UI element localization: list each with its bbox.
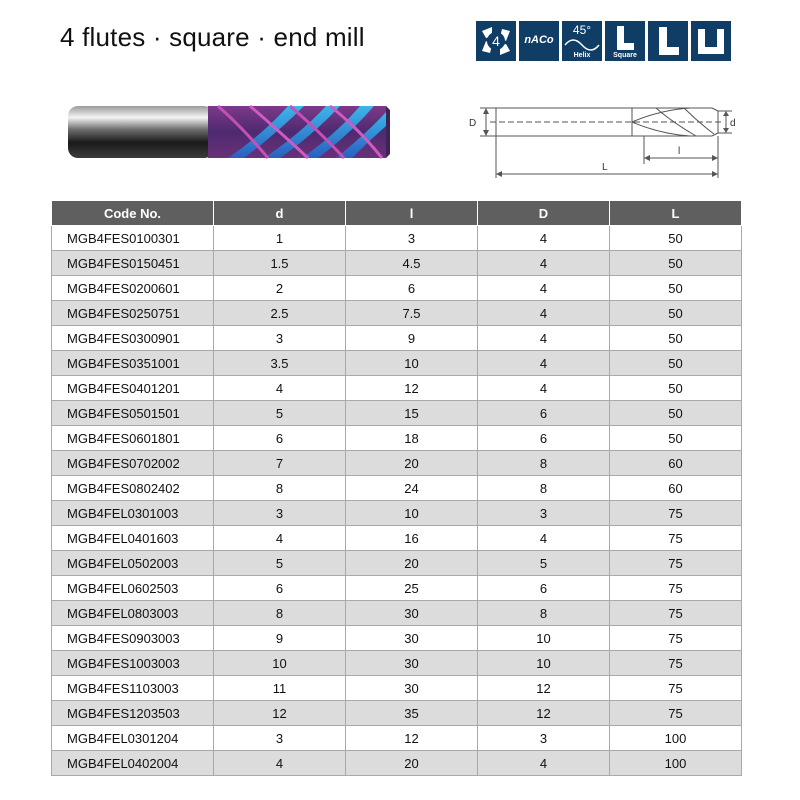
cell-L: 50 [610, 401, 742, 426]
cell-l: 30 [346, 676, 478, 701]
cell-L: 50 [610, 376, 742, 401]
helix-angle: 45° [572, 23, 592, 37]
cell-d: 8 [214, 601, 346, 626]
cell-code: MGB4FES0601801 [52, 426, 214, 451]
cell-d: 12 [214, 701, 346, 726]
cell-d: 8 [214, 476, 346, 501]
cell-D: 6 [478, 401, 610, 426]
cell-code: MGB4FES1203503 [52, 701, 214, 726]
cell-d: 9 [214, 626, 346, 651]
cell-d: 1 [214, 226, 346, 251]
cell-l: 7.5 [346, 301, 478, 326]
table-row [52, 351, 742, 376]
cell-code: MGB4FEL0301003 [52, 501, 214, 526]
cell-D: 3 [478, 726, 610, 751]
cell-D: 4 [478, 751, 610, 776]
cell-l: 35 [346, 701, 478, 726]
cell-l: 30 [346, 626, 478, 651]
cell-code: MGB4FEL0401603 [52, 526, 214, 551]
cell-code: MGB4FES0200601 [52, 276, 214, 301]
cell-L: 75 [610, 501, 742, 526]
cell-L: 50 [610, 276, 742, 301]
flute-count: 4 [492, 33, 500, 49]
table-row [52, 376, 742, 401]
cell-l: 10 [346, 351, 478, 376]
dimension-drawing [460, 96, 760, 191]
dim-D-label: D [469, 118, 477, 129]
cell-L: 75 [610, 701, 742, 726]
table-row [52, 526, 742, 551]
cell-d: 2 [214, 276, 346, 301]
col-header-L: L [610, 201, 742, 226]
cell-L: 50 [610, 251, 742, 276]
cell-D: 3 [478, 501, 610, 526]
dim-l-label: l [678, 146, 681, 157]
table-row [52, 626, 742, 651]
cell-d: 5 [214, 401, 346, 426]
cell-d: 3 [214, 501, 346, 526]
table-row [52, 576, 742, 601]
cell-L: 100 [610, 751, 742, 776]
cell-D: 10 [478, 651, 610, 676]
cell-l: 30 [346, 601, 478, 626]
col-header-l: l [346, 201, 478, 226]
u-profile-icon [691, 21, 731, 61]
u-profile-badge [691, 21, 731, 61]
cell-code: MGB4FES1003003 [52, 651, 214, 676]
cell-D: 6 [478, 576, 610, 601]
cell-d: 4 [214, 751, 346, 776]
cell-code: MGB4FES1103003 [52, 676, 214, 701]
table-row [52, 751, 742, 776]
cell-D: 8 [478, 601, 610, 626]
cell-code: MGB4FEL0301204 [52, 726, 214, 751]
cell-d: 2.5 [214, 301, 346, 326]
dim-L-label: L [602, 162, 608, 173]
cell-code: MGB4FES0351001 [52, 351, 214, 376]
col-header-D: D [478, 201, 610, 226]
cell-code: MGB4FES0702002 [52, 451, 214, 476]
cell-D: 12 [478, 676, 610, 701]
cell-code: MGB4FEL0602503 [52, 576, 214, 601]
cell-D: 4 [478, 526, 610, 551]
table-row [52, 426, 742, 451]
cell-d: 6 [214, 426, 346, 451]
cell-code: MGB4FES0300901 [52, 326, 214, 351]
table-row [52, 326, 742, 351]
table-header-row [52, 201, 742, 226]
cell-l: 15 [346, 401, 478, 426]
table-row [52, 251, 742, 276]
cell-code: MGB4FEL0402004 [52, 751, 214, 776]
table-row [52, 701, 742, 726]
cell-L: 75 [610, 601, 742, 626]
cell-D: 4 [478, 226, 610, 251]
end-mill-image [68, 104, 398, 165]
cell-d: 5 [214, 551, 346, 576]
cell-l: 9 [346, 326, 478, 351]
l-profile-icon [648, 21, 688, 61]
helix-label: Helix [573, 52, 591, 59]
cell-code: MGB4FEL0502003 [52, 551, 214, 576]
cell-l: 10 [346, 501, 478, 526]
cell-l: 25 [346, 576, 478, 601]
page-title: 4 flutes · square · end mill [60, 22, 365, 52]
cell-d: 4 [214, 376, 346, 401]
cell-L: 100 [610, 726, 742, 751]
helix-badge [562, 21, 602, 61]
four-flute-icon [476, 21, 516, 61]
cell-l: 6 [346, 276, 478, 301]
coating-label: nACo [524, 34, 554, 46]
table-row [52, 551, 742, 576]
cell-L: 50 [610, 301, 742, 326]
cell-D: 8 [478, 451, 610, 476]
cell-code: MGB4FEL0803003 [52, 601, 214, 626]
cell-D: 10 [478, 626, 610, 651]
cell-L: 75 [610, 651, 742, 676]
cell-code: MGB4FES0802402 [52, 476, 214, 501]
coating-badge [519, 21, 559, 61]
cell-D: 6 [478, 426, 610, 451]
cell-code: MGB4FES0100301 [52, 226, 214, 251]
table-row [52, 401, 742, 426]
cell-D: 4 [478, 351, 610, 376]
cell-d: 3.5 [214, 351, 346, 376]
cell-D: 8 [478, 476, 610, 501]
cell-D: 5 [478, 551, 610, 576]
cell-l: 24 [346, 476, 478, 501]
square-label: Square [613, 52, 637, 59]
cell-code: MGB4FES0903003 [52, 626, 214, 651]
cell-l: 30 [346, 651, 478, 676]
table-row [52, 726, 742, 751]
cell-L: 60 [610, 451, 742, 476]
cell-L: 75 [610, 626, 742, 651]
cell-d: 6 [214, 576, 346, 601]
cell-L: 75 [610, 576, 742, 601]
cell-d: 1.5 [214, 251, 346, 276]
cell-D: 4 [478, 376, 610, 401]
cell-d: 11 [214, 676, 346, 701]
cell-l: 4.5 [346, 251, 478, 276]
table-row [52, 476, 742, 501]
cell-code: MGB4FES0501501 [52, 401, 214, 426]
cell-D: 4 [478, 251, 610, 276]
col-header-code: Code No. [52, 201, 214, 226]
cell-d: 4 [214, 526, 346, 551]
cell-L: 75 [610, 526, 742, 551]
cell-code: MGB4FES0150451 [52, 251, 214, 276]
cell-D: 4 [478, 276, 610, 301]
cell-L: 50 [610, 326, 742, 351]
spec-table [51, 200, 742, 776]
cell-D: 4 [478, 301, 610, 326]
cell-D: 12 [478, 701, 610, 726]
square-badge [605, 21, 645, 61]
cell-l: 20 [346, 551, 478, 576]
table-row [52, 226, 742, 251]
table-row [52, 651, 742, 676]
cell-l: 16 [346, 526, 478, 551]
cell-L: 50 [610, 226, 742, 251]
cell-l: 3 [346, 226, 478, 251]
table-row [52, 451, 742, 476]
table-row [52, 301, 742, 326]
cell-code: MGB4FES0401201 [52, 376, 214, 401]
cell-l: 12 [346, 726, 478, 751]
cell-d: 3 [214, 326, 346, 351]
l-profile-badge [648, 21, 688, 61]
cell-l: 18 [346, 426, 478, 451]
cell-code: MGB4FES0250751 [52, 301, 214, 326]
cell-l: 20 [346, 751, 478, 776]
cell-L: 50 [610, 426, 742, 451]
cell-d: 3 [214, 726, 346, 751]
cell-d: 7 [214, 451, 346, 476]
cell-d: 10 [214, 651, 346, 676]
table-body [52, 226, 742, 776]
four-flute-badge [476, 21, 516, 61]
table-row [52, 676, 742, 701]
cell-l: 20 [346, 451, 478, 476]
cell-l: 12 [346, 376, 478, 401]
cell-D: 4 [478, 326, 610, 351]
cell-L: 50 [610, 351, 742, 376]
table-row [52, 276, 742, 301]
cell-L: 60 [610, 476, 742, 501]
cell-L: 75 [610, 676, 742, 701]
dim-d-label: d [730, 118, 736, 129]
table-row [52, 501, 742, 526]
table-row [52, 601, 742, 626]
col-header-d: d [214, 201, 346, 226]
cell-L: 75 [610, 551, 742, 576]
